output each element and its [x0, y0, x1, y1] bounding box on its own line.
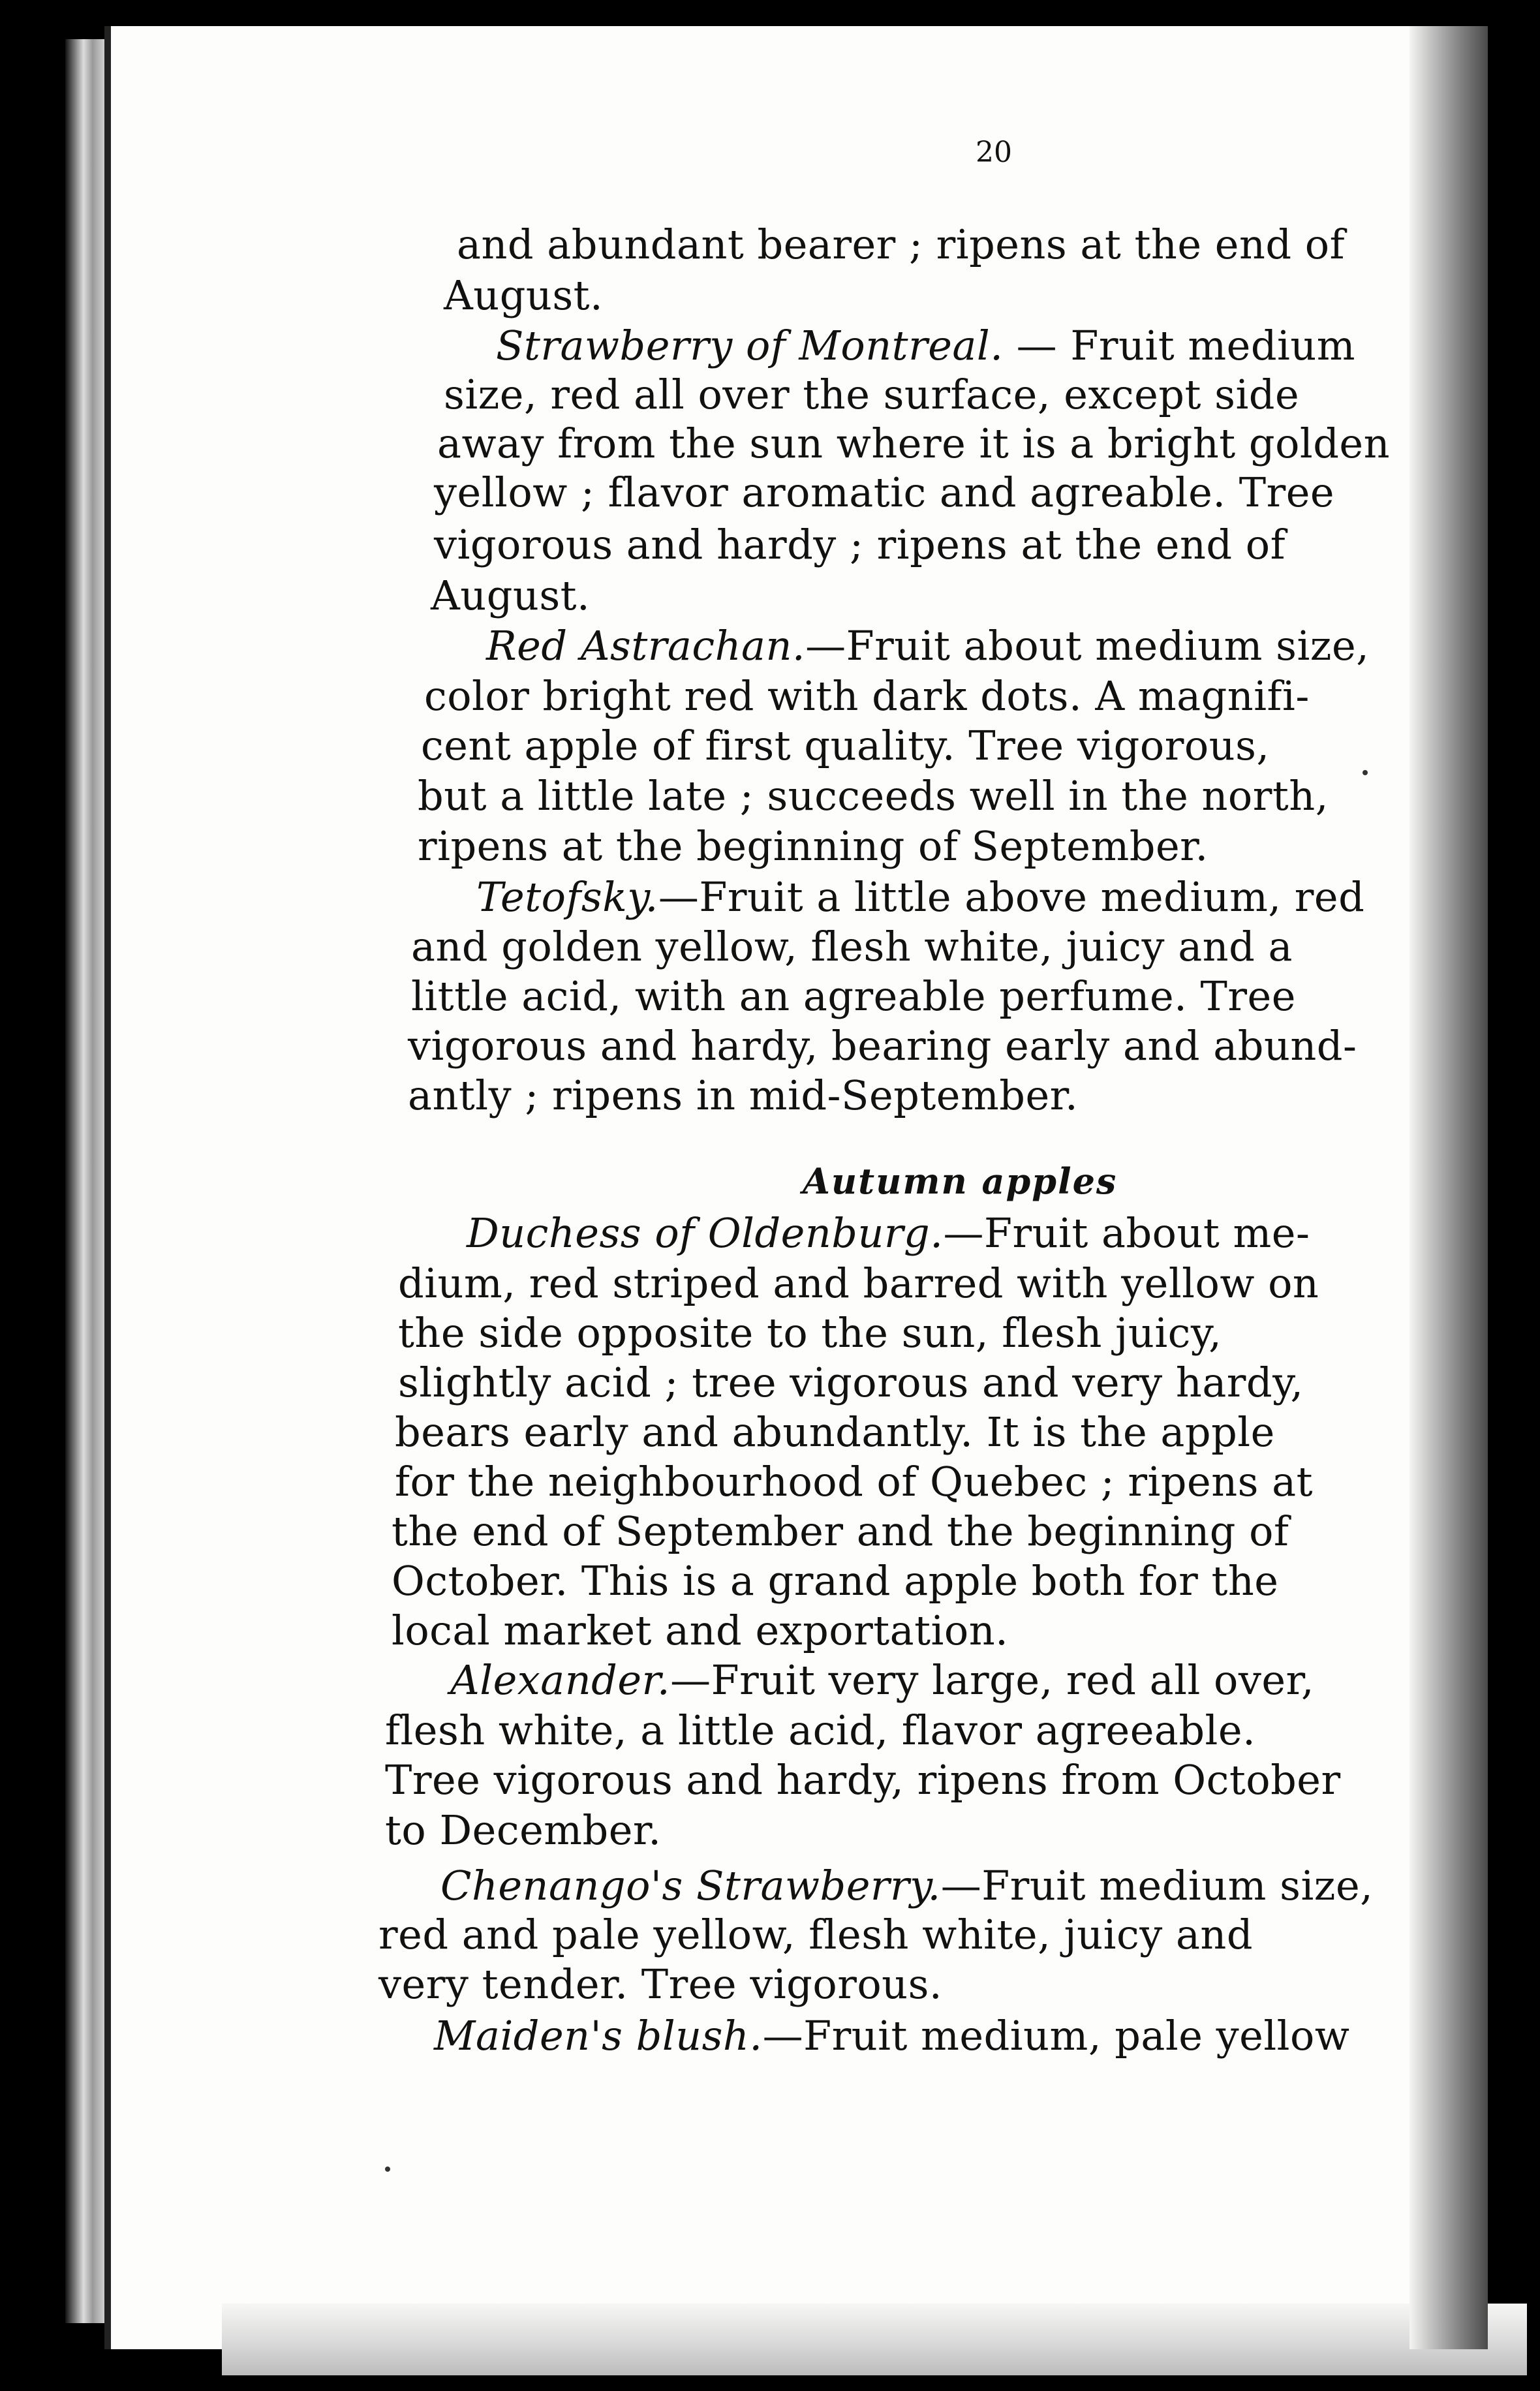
- line-text: yellow ; flavor aromatic and agreable. Tree: [434, 469, 1335, 516]
- variety-name: Maiden's blush.: [434, 2012, 763, 2059]
- text-line: [411, 974, 1296, 1019]
- variety-name: Duchess of Oldenburg.: [467, 1209, 944, 1257]
- line-text: red and pale yellow, flesh white, juicy and: [378, 1911, 1254, 1958]
- text-line: [431, 573, 590, 619]
- text-line: [444, 273, 603, 318]
- text-line: [385, 1708, 1255, 1753]
- line-text: October. This is a grand apple both for the: [392, 1557, 1279, 1605]
- speck: [1363, 770, 1368, 775]
- speck: [385, 2167, 390, 2172]
- line-text: very tender. Tree vigorous.: [378, 1960, 943, 2008]
- line-text: cent apple of first quality. Tree vigorous,: [421, 722, 1270, 769]
- text-line: [411, 924, 1293, 970]
- text-line: [398, 1360, 1304, 1406]
- text-line: [457, 222, 1345, 268]
- page-gutter-shadow: [1409, 26, 1488, 2349]
- text-line: [450, 1658, 1314, 1703]
- text-line: [385, 1808, 661, 1853]
- page-text: [111, 26, 1455, 2349]
- line-text: — Fruit medium: [1003, 322, 1356, 369]
- line-text: dium, red striped and barred with yellow on: [398, 1259, 1319, 1307]
- line-text: color bright red with dark dots. A magnifi-: [424, 672, 1310, 720]
- text-line: [378, 1962, 942, 2007]
- variety-name: Chenango's Strawberry.: [440, 1862, 941, 1909]
- line-text: to December.: [385, 1806, 662, 1854]
- text-line: [395, 1410, 1275, 1455]
- text-line: [467, 1211, 1310, 1256]
- line-text: flesh white, a little acid, flavor agreeable.: [385, 1706, 1256, 1754]
- line-text: ripens at the beginning of September.: [418, 822, 1209, 870]
- text-line: [418, 773, 1329, 819]
- text-line: [408, 1073, 1078, 1118]
- text-line: [444, 372, 1299, 418]
- variety-name: Strawberry of Montreal.: [496, 322, 1004, 369]
- line-text: the end of September and the beginning of: [392, 1507, 1289, 1555]
- text-line: [434, 470, 1334, 516]
- line-text: August.: [431, 572, 591, 619]
- page-number: 20: [976, 136, 1012, 169]
- text-line: [434, 522, 1286, 568]
- line-text: slightly acid ; tree vigorous and very hardy,: [398, 1359, 1304, 1406]
- line-text: vigorous and hardy, bearing early and abund-: [408, 1022, 1357, 1070]
- text-line: [385, 1757, 1341, 1803]
- page-bottom-edge: [222, 2304, 1527, 2375]
- line-text: —Fruit medium size,: [940, 1862, 1374, 1909]
- variety-name: Alexander.: [450, 1656, 671, 1704]
- text-line: [395, 1459, 1313, 1505]
- line-text: antly ; ripens in mid-September.: [408, 1072, 1079, 1119]
- line-text: —Fruit a little above medium, red: [658, 873, 1365, 921]
- line-text: —Fruit about medium size,: [805, 622, 1370, 670]
- text-line: [440, 1863, 1373, 1909]
- text-line: [378, 1912, 1253, 1958]
- line-text: local market and exportation.: [392, 1607, 1009, 1654]
- line-text: and golden yellow, flesh white, juicy and a: [411, 923, 1293, 970]
- line-text: August.: [444, 271, 604, 319]
- text-line: [421, 723, 1270, 769]
- variety-name: Red Astrachan.: [486, 622, 806, 670]
- line-text: size, red all over the surface, except side: [444, 371, 1300, 418]
- text-line: [398, 1261, 1319, 1306]
- line-text: Tree vigorous and hardy, ripens from October: [385, 1756, 1341, 1804]
- text-line: [392, 1509, 1289, 1554]
- text-line: [392, 1558, 1279, 1604]
- text-line: [392, 1608, 1008, 1654]
- line-text: away from the sun where it is a bright golden: [437, 420, 1391, 467]
- text-line: [424, 673, 1310, 719]
- section-heading: Autumn apples: [803, 1160, 1118, 1202]
- line-text: but a little late ; succeeds well in the north,: [418, 772, 1329, 820]
- line-text: vigorous and hardy ; ripens at the end of: [434, 521, 1286, 568]
- line-text: —Fruit medium, pale yellow: [762, 2012, 1350, 2059]
- book-page: [104, 26, 1455, 2349]
- text-line: [418, 824, 1209, 869]
- line-text: —Fruit about me-: [943, 1209, 1310, 1257]
- line-text: little acid, with an agreable perfume. Tree: [411, 972, 1296, 1020]
- text-line: [486, 623, 1369, 669]
- text-line: [496, 323, 1355, 369]
- line-text: bears early and abundantly. It is the apple: [395, 1408, 1275, 1456]
- line-text: and abundant bearer ; ripens at the end of: [457, 221, 1346, 268]
- variety-name: Tetofsky.: [476, 873, 658, 921]
- line-text: —Fruit very large, red all over,: [670, 1656, 1315, 1704]
- text-line: [437, 421, 1390, 467]
- text-line: [398, 1310, 1222, 1356]
- text-line: [408, 1023, 1357, 1069]
- text-line: [434, 2013, 1349, 2059]
- text-line: [476, 874, 1364, 920]
- line-text: the side opposite to the sun, flesh juicy,: [398, 1309, 1222, 1357]
- line-text: for the neighbourhood of Quebec ; ripens at: [395, 1458, 1314, 1505]
